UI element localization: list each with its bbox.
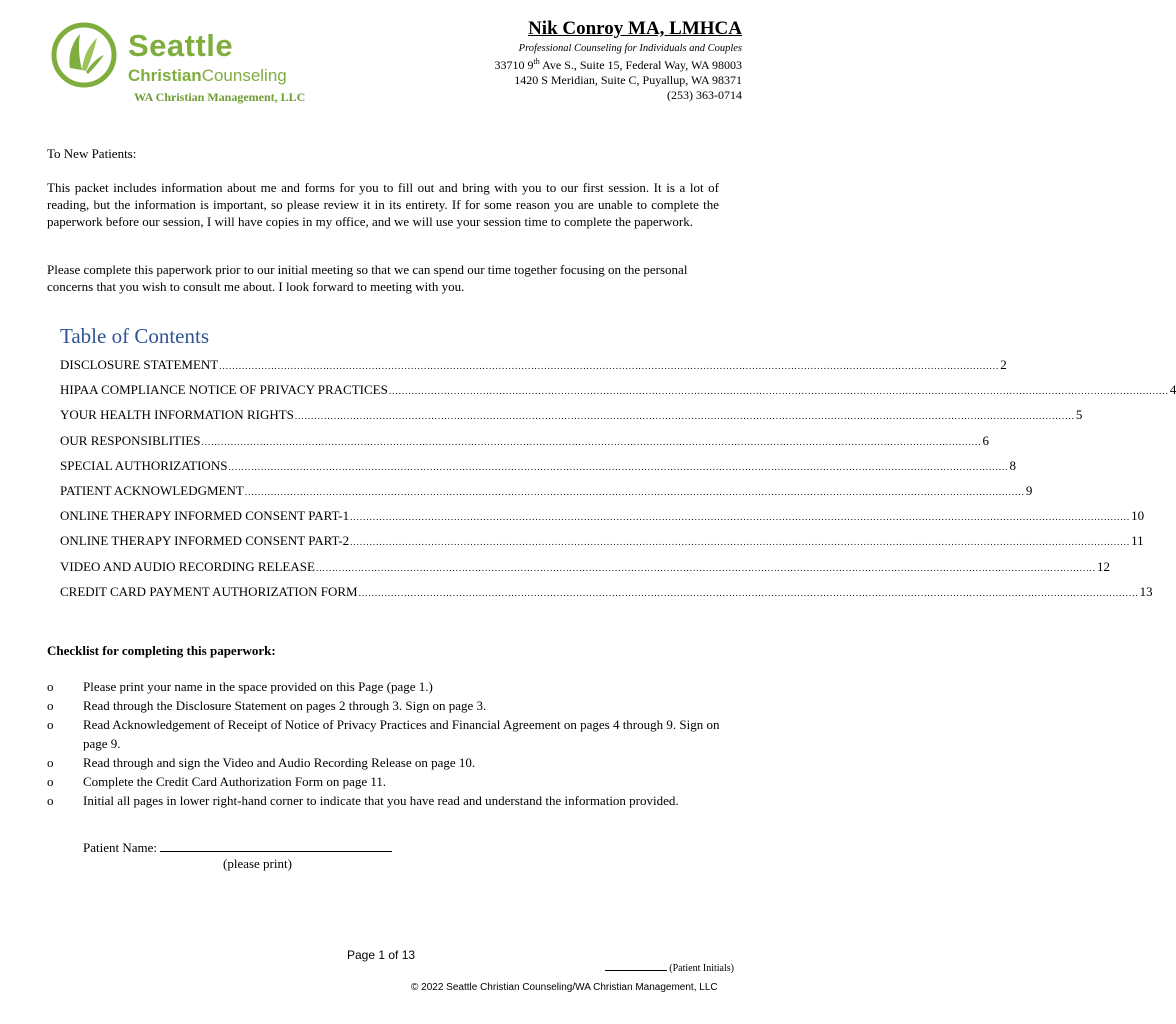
toc-item-page: 13 bbox=[1139, 583, 1153, 599]
toc-item-label: DISCLOSURE STATEMENT bbox=[60, 357, 219, 372]
management-name: WA Christian Management, LLC bbox=[134, 90, 306, 104]
patient-initials-label: (Patient Initials) bbox=[669, 963, 734, 974]
toc-item-page: 2 bbox=[1000, 357, 1007, 372]
patient-name-label: Patient Name: bbox=[83, 840, 158, 855]
checklist-title: Checklist for completing this paperwork: bbox=[47, 643, 276, 658]
checklist-item bbox=[47, 753, 737, 772]
checklist-item bbox=[47, 772, 737, 791]
table-of-contents bbox=[60, 357, 1176, 609]
intro-paragraph-1: This packet includes information about me and forms for you to fill out and bring with you to our first session. It is a lot of reading, but the information is important, so please review it in its entirety. If for some reason you are unable to complete the paperwork before our session, I will have copies in my office, and we will use your session time to complete the paperwork. bbox=[47, 180, 719, 229]
toc-item-page: 12 bbox=[1096, 558, 1110, 574]
checklist-item bbox=[47, 696, 737, 715]
toc-item-label: SPECIAL AUTHORIZATIONS bbox=[60, 457, 228, 473]
please-print-note: (please print) bbox=[223, 856, 292, 871]
toc-item-label: ONLINE THERAPY INFORMED CONSENT PART-1 bbox=[60, 508, 350, 524]
copyright: © 2022 Seattle Christian Counseling/WA Christian Management, LLC bbox=[411, 982, 718, 993]
toc-item[interactable] bbox=[60, 407, 1083, 432]
toc-leader: ................................................................................................................................................................................................................................................ bbox=[315, 562, 1096, 573]
checklist-item-text: Read Acknowledgement of Receipt of Notice of Privacy Practices and Financial Agreement on pages 4 through 9. Sign on page 9. bbox=[83, 717, 720, 751]
toc-leader: ................................................................................................................................................................................................................................................ bbox=[358, 587, 1139, 598]
toc-item[interactable] bbox=[60, 457, 1016, 483]
toc-item-page: 10 bbox=[1131, 508, 1145, 524]
patient-initials-field bbox=[605, 961, 734, 974]
toc-item[interactable] bbox=[60, 482, 1033, 508]
toc-item[interactable] bbox=[60, 432, 989, 458]
provider-address-2: 1420 S Meridian, Suite C, Puyallup, WA 98371 bbox=[514, 73, 742, 87]
toc-leader: ................................................................................................................................................................................................................................................ bbox=[228, 461, 1009, 472]
toc-leader: ................................................................................................................................................................................................................................................ bbox=[244, 486, 1025, 497]
logo-word-seattle: Seattle bbox=[128, 28, 234, 63]
toc-item-page: 5 bbox=[1075, 407, 1083, 423]
toc-item-page: 8 bbox=[1009, 457, 1016, 473]
greeting: To New Patients: bbox=[47, 146, 137, 161]
provider-phone: (253) 363-0714 bbox=[667, 88, 742, 102]
toc-item-label: OUR RESPONSIBLITIES bbox=[60, 432, 201, 448]
bullet-icon: o bbox=[47, 793, 54, 808]
checklist-item-text: Read through the Disclosure Statement on pages 2 through 3. Sign on page 3. bbox=[83, 698, 487, 713]
logo-word-christian-counseling bbox=[128, 66, 287, 86]
address-1-sup: th bbox=[533, 57, 540, 66]
provider-name: Nik Conroy MA, LMHCA bbox=[528, 18, 742, 39]
provider-tagline: Professional Counseling for Individuals and Couples bbox=[518, 43, 742, 54]
toc-item[interactable] bbox=[60, 583, 1153, 609]
bullet-icon: o bbox=[47, 698, 54, 713]
checklist-item-text: Read through and sign the Video and Audio Recording Release on page 10. bbox=[83, 755, 476, 770]
toc-item[interactable] bbox=[60, 382, 1176, 407]
logo-word-counseling: Counseling bbox=[201, 66, 287, 85]
toc-leader: ................................................................................................................................................................................................................................................ bbox=[350, 512, 1131, 523]
provider-address-1 bbox=[484, 54, 742, 73]
toc-leader: ................................................................................................................................................................................................................................................ bbox=[201, 436, 982, 447]
toc-item-label: YOUR HEALTH INFORMATION RIGHTS bbox=[60, 407, 294, 423]
bullet-icon: o bbox=[47, 774, 54, 789]
checklist bbox=[47, 677, 737, 810]
toc-item-page: 9 bbox=[1025, 482, 1033, 498]
toc-item[interactable] bbox=[60, 357, 1007, 382]
checklist-item bbox=[47, 791, 737, 810]
toc-item[interactable] bbox=[60, 533, 1144, 558]
patient-initials-input[interactable] bbox=[605, 961, 667, 971]
patient-name-input[interactable] bbox=[160, 839, 392, 852]
toc-item-label: VIDEO AND AUDIO RECORDING RELEASE bbox=[60, 558, 315, 574]
provider-block bbox=[484, 18, 742, 103]
bullet-icon: o bbox=[47, 755, 54, 770]
toc-item[interactable] bbox=[60, 558, 1110, 584]
patient-name-field bbox=[83, 839, 392, 856]
toc-leader: ................................................................................................................................................................................................................................................ bbox=[294, 411, 1075, 422]
toc-leader: ................................................................................................................................................................................................................................................ bbox=[388, 386, 1169, 397]
checklist-item bbox=[47, 715, 737, 753]
toc-item-label: CREDIT CARD PAYMENT AUTHORIZATION FORM bbox=[60, 583, 358, 599]
address-1-street: Ave S., Suite 15, Federal Way, WA 98003 bbox=[539, 58, 742, 72]
toc-leader: ................................................................................................................................................................................................................................................ bbox=[350, 537, 1131, 548]
toc-item-label: ONLINE THERAPY INFORMED CONSENT PART-2 bbox=[60, 533, 350, 549]
toc-item-page: 11 bbox=[1131, 533, 1144, 549]
address-1-number: 33710 9 bbox=[494, 58, 534, 72]
toc-leader: ................................................................................................................................................................................................................................................ bbox=[219, 361, 1000, 371]
toc-item-page: 6 bbox=[982, 432, 989, 448]
checklist-item-text: Initial all pages in lower right-hand corner to indicate that you have read and understand the information provided. bbox=[83, 793, 679, 808]
logo-emblem-icon bbox=[50, 22, 120, 88]
logo-word-christian: Christian bbox=[128, 66, 202, 85]
checklist-item-text: Complete the Credit Card Authorization Form on page 11. bbox=[83, 774, 387, 789]
page-number: Page 1 of 13 bbox=[347, 948, 416, 962]
bullet-icon: o bbox=[47, 679, 54, 694]
toc-item-label: PATIENT ACKNOWLEDGMENT bbox=[60, 482, 244, 498]
toc-item-label: HIPAA COMPLIANCE NOTICE OF PRIVACY PRACTICES bbox=[60, 382, 388, 398]
checklist-item bbox=[47, 677, 737, 696]
checklist-item-text: Please print your name in the space provided on this Page (page 1.) bbox=[83, 679, 433, 694]
toc-item[interactable] bbox=[60, 508, 1145, 533]
bullet-icon: o bbox=[47, 717, 54, 732]
intro-paragraph-2: Please complete this paperwork prior to our initial meeting so that we can spend our time together focusing on the personal concerns that you wish to consult me about. I look forward to meeting with you. bbox=[47, 262, 688, 294]
toc-title: Table of Contents bbox=[60, 324, 209, 348]
toc-item-page: 4 bbox=[1169, 382, 1176, 398]
logo bbox=[50, 22, 330, 88]
